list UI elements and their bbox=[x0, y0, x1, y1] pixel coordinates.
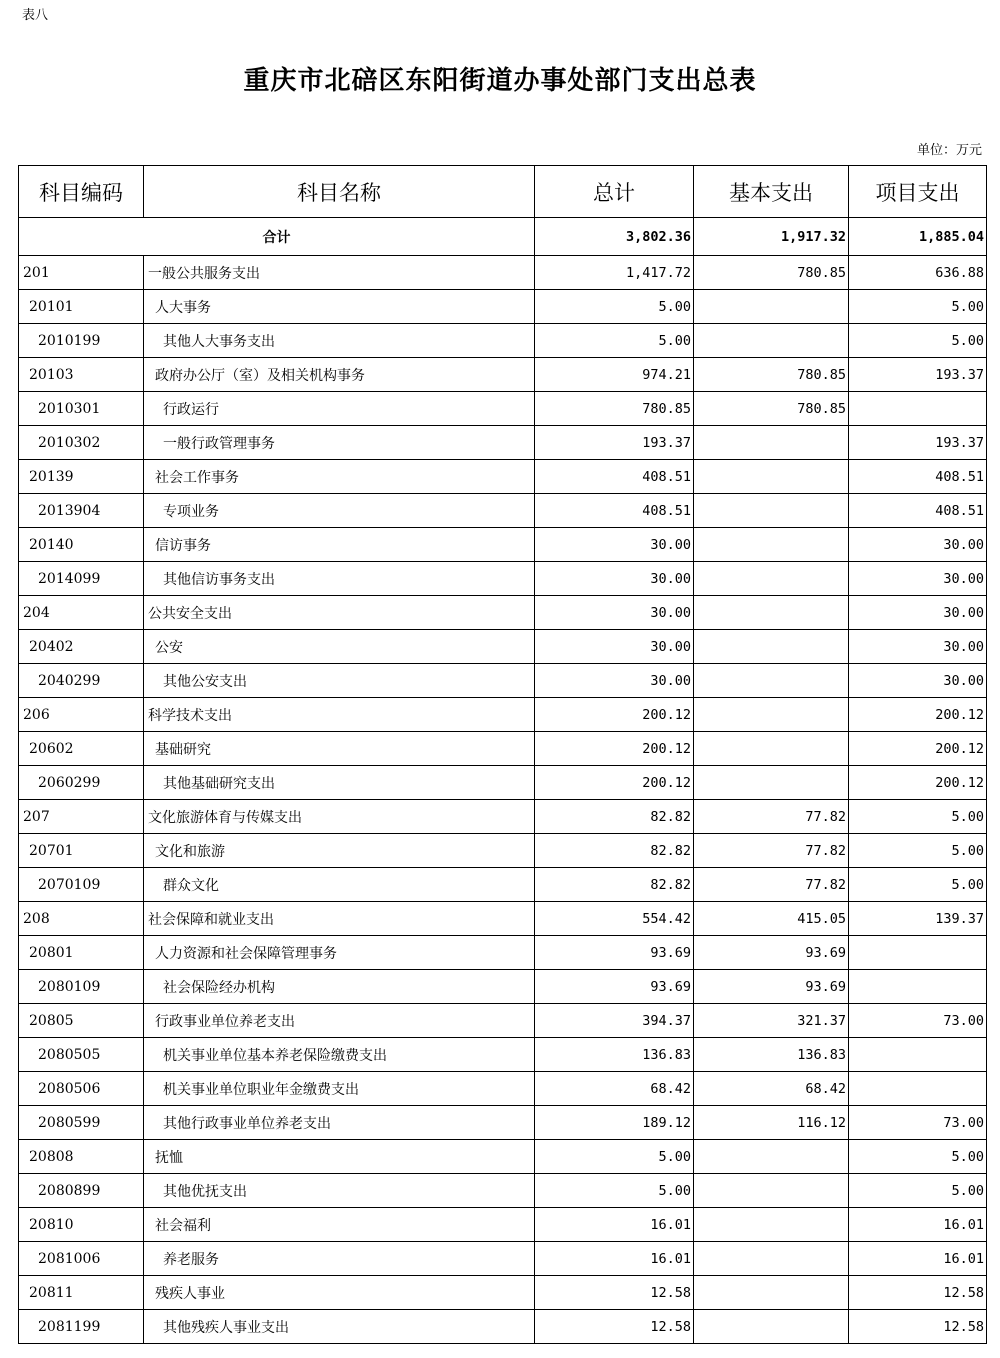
row-total: 136.83 bbox=[535, 1038, 694, 1072]
row-code: 20810 bbox=[19, 1208, 144, 1242]
row-basic: 77.82 bbox=[694, 868, 849, 902]
row-total: 193.37 bbox=[535, 426, 694, 460]
row-name: 一般行政管理事务 bbox=[144, 426, 535, 460]
row-code: 20140 bbox=[19, 528, 144, 562]
row-total: 93.69 bbox=[535, 936, 694, 970]
row-basic: 77.82 bbox=[694, 800, 849, 834]
row-project bbox=[849, 970, 987, 1004]
row-total: 554.42 bbox=[535, 902, 694, 936]
row-project bbox=[849, 392, 987, 426]
row-basic: 136.83 bbox=[694, 1038, 849, 1072]
row-basic bbox=[694, 630, 849, 664]
row-total: 200.12 bbox=[535, 732, 694, 766]
row-basic: 321.37 bbox=[694, 1004, 849, 1038]
table-number: 表八 bbox=[22, 8, 49, 23]
row-code: 20801 bbox=[19, 936, 144, 970]
table-row bbox=[19, 1276, 987, 1310]
row-name: 其他优抚支出 bbox=[144, 1174, 535, 1208]
row-project bbox=[849, 1072, 987, 1106]
row-basic bbox=[694, 1310, 849, 1344]
row-project bbox=[849, 1038, 987, 1072]
row-name: 文化和旅游 bbox=[144, 834, 535, 868]
unit-label: 单位：万元 bbox=[916, 143, 982, 158]
row-name: 一般公共服务支出 bbox=[144, 256, 535, 290]
table-row bbox=[19, 834, 987, 868]
row-code: 20602 bbox=[19, 732, 144, 766]
row-name: 机关事业单位职业年金缴费支出 bbox=[144, 1072, 535, 1106]
row-total: 16.01 bbox=[535, 1208, 694, 1242]
row-basic: 415.05 bbox=[694, 902, 849, 936]
table-row bbox=[19, 1038, 987, 1072]
total-project: 1,885.04 bbox=[849, 218, 987, 256]
row-total: 5.00 bbox=[535, 1174, 694, 1208]
table-row bbox=[19, 1106, 987, 1140]
row-basic bbox=[694, 766, 849, 800]
row-basic bbox=[694, 528, 849, 562]
table-row bbox=[19, 1140, 987, 1174]
row-code: 2013904 bbox=[19, 494, 144, 528]
row-basic bbox=[694, 290, 849, 324]
expenditure-table bbox=[18, 165, 987, 1344]
row-basic bbox=[694, 1174, 849, 1208]
row-basic bbox=[694, 1242, 849, 1276]
total-label: 合计 bbox=[19, 218, 535, 256]
header-project: 项目支出 bbox=[849, 166, 987, 218]
row-code: 2081199 bbox=[19, 1310, 144, 1344]
row-total: 189.12 bbox=[535, 1106, 694, 1140]
row-name: 残疾人事业 bbox=[144, 1276, 535, 1310]
table-row bbox=[19, 1004, 987, 1038]
row-code: 201 bbox=[19, 256, 144, 290]
row-total: 30.00 bbox=[535, 562, 694, 596]
table-row bbox=[19, 970, 987, 1004]
row-name: 其他信访事务支出 bbox=[144, 562, 535, 596]
row-total: 200.12 bbox=[535, 698, 694, 732]
row-total: 82.82 bbox=[535, 868, 694, 902]
row-basic bbox=[694, 1276, 849, 1310]
table-row bbox=[19, 902, 987, 936]
row-basic bbox=[694, 1140, 849, 1174]
row-project: 139.37 bbox=[849, 902, 987, 936]
row-name: 社会福利 bbox=[144, 1208, 535, 1242]
row-project: 12.58 bbox=[849, 1310, 987, 1344]
row-code: 2010302 bbox=[19, 426, 144, 460]
row-name: 养老服务 bbox=[144, 1242, 535, 1276]
table-row bbox=[19, 732, 987, 766]
row-code: 2010199 bbox=[19, 324, 144, 358]
row-total: 30.00 bbox=[535, 596, 694, 630]
page-title: 重庆市北碚区东阳街道办事处部门支出总表 bbox=[243, 66, 757, 96]
row-basic bbox=[694, 1208, 849, 1242]
table-row bbox=[19, 256, 987, 290]
row-code: 20701 bbox=[19, 834, 144, 868]
row-total: 408.51 bbox=[535, 494, 694, 528]
row-name: 其他行政事业单位养老支出 bbox=[144, 1106, 535, 1140]
table-row bbox=[19, 494, 987, 528]
row-total: 780.85 bbox=[535, 392, 694, 426]
row-project: 30.00 bbox=[849, 630, 987, 664]
row-project: 30.00 bbox=[849, 562, 987, 596]
row-name: 社会保险经办机构 bbox=[144, 970, 535, 1004]
row-code: 20811 bbox=[19, 1276, 144, 1310]
row-name: 其他人大事务支出 bbox=[144, 324, 535, 358]
row-name: 社会工作事务 bbox=[144, 460, 535, 494]
row-project: 193.37 bbox=[849, 358, 987, 392]
row-total: 12.58 bbox=[535, 1310, 694, 1344]
row-basic: 68.42 bbox=[694, 1072, 849, 1106]
row-total: 68.42 bbox=[535, 1072, 694, 1106]
row-total: 408.51 bbox=[535, 460, 694, 494]
row-project: 5.00 bbox=[849, 324, 987, 358]
row-name: 人力资源和社会保障管理事务 bbox=[144, 936, 535, 970]
row-code: 207 bbox=[19, 800, 144, 834]
row-basic bbox=[694, 732, 849, 766]
row-total: 5.00 bbox=[535, 324, 694, 358]
table-row bbox=[19, 596, 987, 630]
total-row bbox=[19, 218, 987, 256]
row-project: 200.12 bbox=[849, 766, 987, 800]
row-basic bbox=[694, 426, 849, 460]
table-row bbox=[19, 426, 987, 460]
row-total: 5.00 bbox=[535, 1140, 694, 1174]
row-basic bbox=[694, 460, 849, 494]
row-project: 408.51 bbox=[849, 494, 987, 528]
row-project: 408.51 bbox=[849, 460, 987, 494]
row-total: 5.00 bbox=[535, 290, 694, 324]
row-code: 20103 bbox=[19, 358, 144, 392]
row-project: 16.01 bbox=[849, 1208, 987, 1242]
table-row bbox=[19, 664, 987, 698]
table-row bbox=[19, 766, 987, 800]
table-row bbox=[19, 392, 987, 426]
row-project: 5.00 bbox=[849, 800, 987, 834]
row-code: 2080599 bbox=[19, 1106, 144, 1140]
table-row bbox=[19, 698, 987, 732]
table-row bbox=[19, 528, 987, 562]
row-basic bbox=[694, 698, 849, 732]
row-name: 信访事务 bbox=[144, 528, 535, 562]
row-name: 行政运行 bbox=[144, 392, 535, 426]
row-name: 科学技术支出 bbox=[144, 698, 535, 732]
row-code: 2080505 bbox=[19, 1038, 144, 1072]
row-project: 73.00 bbox=[849, 1106, 987, 1140]
total-sum: 3,802.36 bbox=[535, 218, 694, 256]
row-code: 206 bbox=[19, 698, 144, 732]
header-code: 科目编码 bbox=[19, 166, 144, 218]
row-basic bbox=[694, 562, 849, 596]
row-project: 5.00 bbox=[849, 1140, 987, 1174]
row-name: 机关事业单位基本养老保险缴费支出 bbox=[144, 1038, 535, 1072]
row-code: 204 bbox=[19, 596, 144, 630]
row-code: 2010301 bbox=[19, 392, 144, 426]
row-total: 974.21 bbox=[535, 358, 694, 392]
table-row bbox=[19, 358, 987, 392]
row-total: 82.82 bbox=[535, 800, 694, 834]
table-row bbox=[19, 630, 987, 664]
row-project bbox=[849, 936, 987, 970]
table-row bbox=[19, 868, 987, 902]
row-code: 2081006 bbox=[19, 1242, 144, 1276]
row-name: 政府办公厅（室）及相关机构事务 bbox=[144, 358, 535, 392]
row-basic: 93.69 bbox=[694, 936, 849, 970]
table-row bbox=[19, 800, 987, 834]
row-total: 30.00 bbox=[535, 664, 694, 698]
table-row bbox=[19, 324, 987, 358]
row-project: 5.00 bbox=[849, 1174, 987, 1208]
table-row bbox=[19, 290, 987, 324]
table-row bbox=[19, 936, 987, 970]
table-row bbox=[19, 1072, 987, 1106]
row-code: 2040299 bbox=[19, 664, 144, 698]
total-basic: 1,917.32 bbox=[694, 218, 849, 256]
row-total: 93.69 bbox=[535, 970, 694, 1004]
row-total: 30.00 bbox=[535, 528, 694, 562]
row-project: 73.00 bbox=[849, 1004, 987, 1038]
header-basic: 基本支出 bbox=[694, 166, 849, 218]
row-basic: 780.85 bbox=[694, 256, 849, 290]
row-basic: 93.69 bbox=[694, 970, 849, 1004]
table-row bbox=[19, 1208, 987, 1242]
row-basic bbox=[694, 494, 849, 528]
row-project: 30.00 bbox=[849, 664, 987, 698]
table-row bbox=[19, 1174, 987, 1208]
row-project: 200.12 bbox=[849, 698, 987, 732]
row-total: 30.00 bbox=[535, 630, 694, 664]
row-total: 200.12 bbox=[535, 766, 694, 800]
row-name: 公共安全支出 bbox=[144, 596, 535, 630]
row-project: 5.00 bbox=[849, 290, 987, 324]
row-code: 20101 bbox=[19, 290, 144, 324]
row-project: 30.00 bbox=[849, 528, 987, 562]
row-name: 基础研究 bbox=[144, 732, 535, 766]
row-code: 2014099 bbox=[19, 562, 144, 596]
table-row bbox=[19, 562, 987, 596]
header-total: 总计 bbox=[535, 166, 694, 218]
row-basic: 116.12 bbox=[694, 1106, 849, 1140]
header-name: 科目名称 bbox=[144, 166, 535, 218]
row-basic: 780.85 bbox=[694, 358, 849, 392]
table-header-row bbox=[19, 166, 987, 218]
row-project: 193.37 bbox=[849, 426, 987, 460]
row-name: 人大事务 bbox=[144, 290, 535, 324]
row-code: 2080899 bbox=[19, 1174, 144, 1208]
row-basic: 780.85 bbox=[694, 392, 849, 426]
row-name: 其他残疾人事业支出 bbox=[144, 1310, 535, 1344]
row-project: 200.12 bbox=[849, 732, 987, 766]
row-code: 208 bbox=[19, 902, 144, 936]
table-row bbox=[19, 1242, 987, 1276]
row-name: 行政事业单位养老支出 bbox=[144, 1004, 535, 1038]
row-name: 社会保障和就业支出 bbox=[144, 902, 535, 936]
row-code: 2080109 bbox=[19, 970, 144, 1004]
row-name: 专项业务 bbox=[144, 494, 535, 528]
row-total: 1,417.72 bbox=[535, 256, 694, 290]
row-basic bbox=[694, 324, 849, 358]
row-name: 公安 bbox=[144, 630, 535, 664]
row-code: 2070109 bbox=[19, 868, 144, 902]
row-code: 2080506 bbox=[19, 1072, 144, 1106]
row-total: 16.01 bbox=[535, 1242, 694, 1276]
row-code: 20139 bbox=[19, 460, 144, 494]
row-project: 5.00 bbox=[849, 834, 987, 868]
row-project: 30.00 bbox=[849, 596, 987, 630]
row-project: 636.88 bbox=[849, 256, 987, 290]
row-code: 20402 bbox=[19, 630, 144, 664]
row-code: 2060299 bbox=[19, 766, 144, 800]
row-project: 16.01 bbox=[849, 1242, 987, 1276]
table-row bbox=[19, 460, 987, 494]
row-name: 文化旅游体育与传媒支出 bbox=[144, 800, 535, 834]
row-project: 5.00 bbox=[849, 868, 987, 902]
row-total: 394.37 bbox=[535, 1004, 694, 1038]
row-name: 其他公安支出 bbox=[144, 664, 535, 698]
row-total: 82.82 bbox=[535, 834, 694, 868]
row-name: 其他基础研究支出 bbox=[144, 766, 535, 800]
row-name: 群众文化 bbox=[144, 868, 535, 902]
row-basic bbox=[694, 596, 849, 630]
table-row bbox=[19, 1310, 987, 1344]
row-code: 20808 bbox=[19, 1140, 144, 1174]
row-name: 抚恤 bbox=[144, 1140, 535, 1174]
row-project: 12.58 bbox=[849, 1276, 987, 1310]
row-basic bbox=[694, 664, 849, 698]
row-basic: 77.82 bbox=[694, 834, 849, 868]
row-code: 20805 bbox=[19, 1004, 144, 1038]
row-total: 12.58 bbox=[535, 1276, 694, 1310]
